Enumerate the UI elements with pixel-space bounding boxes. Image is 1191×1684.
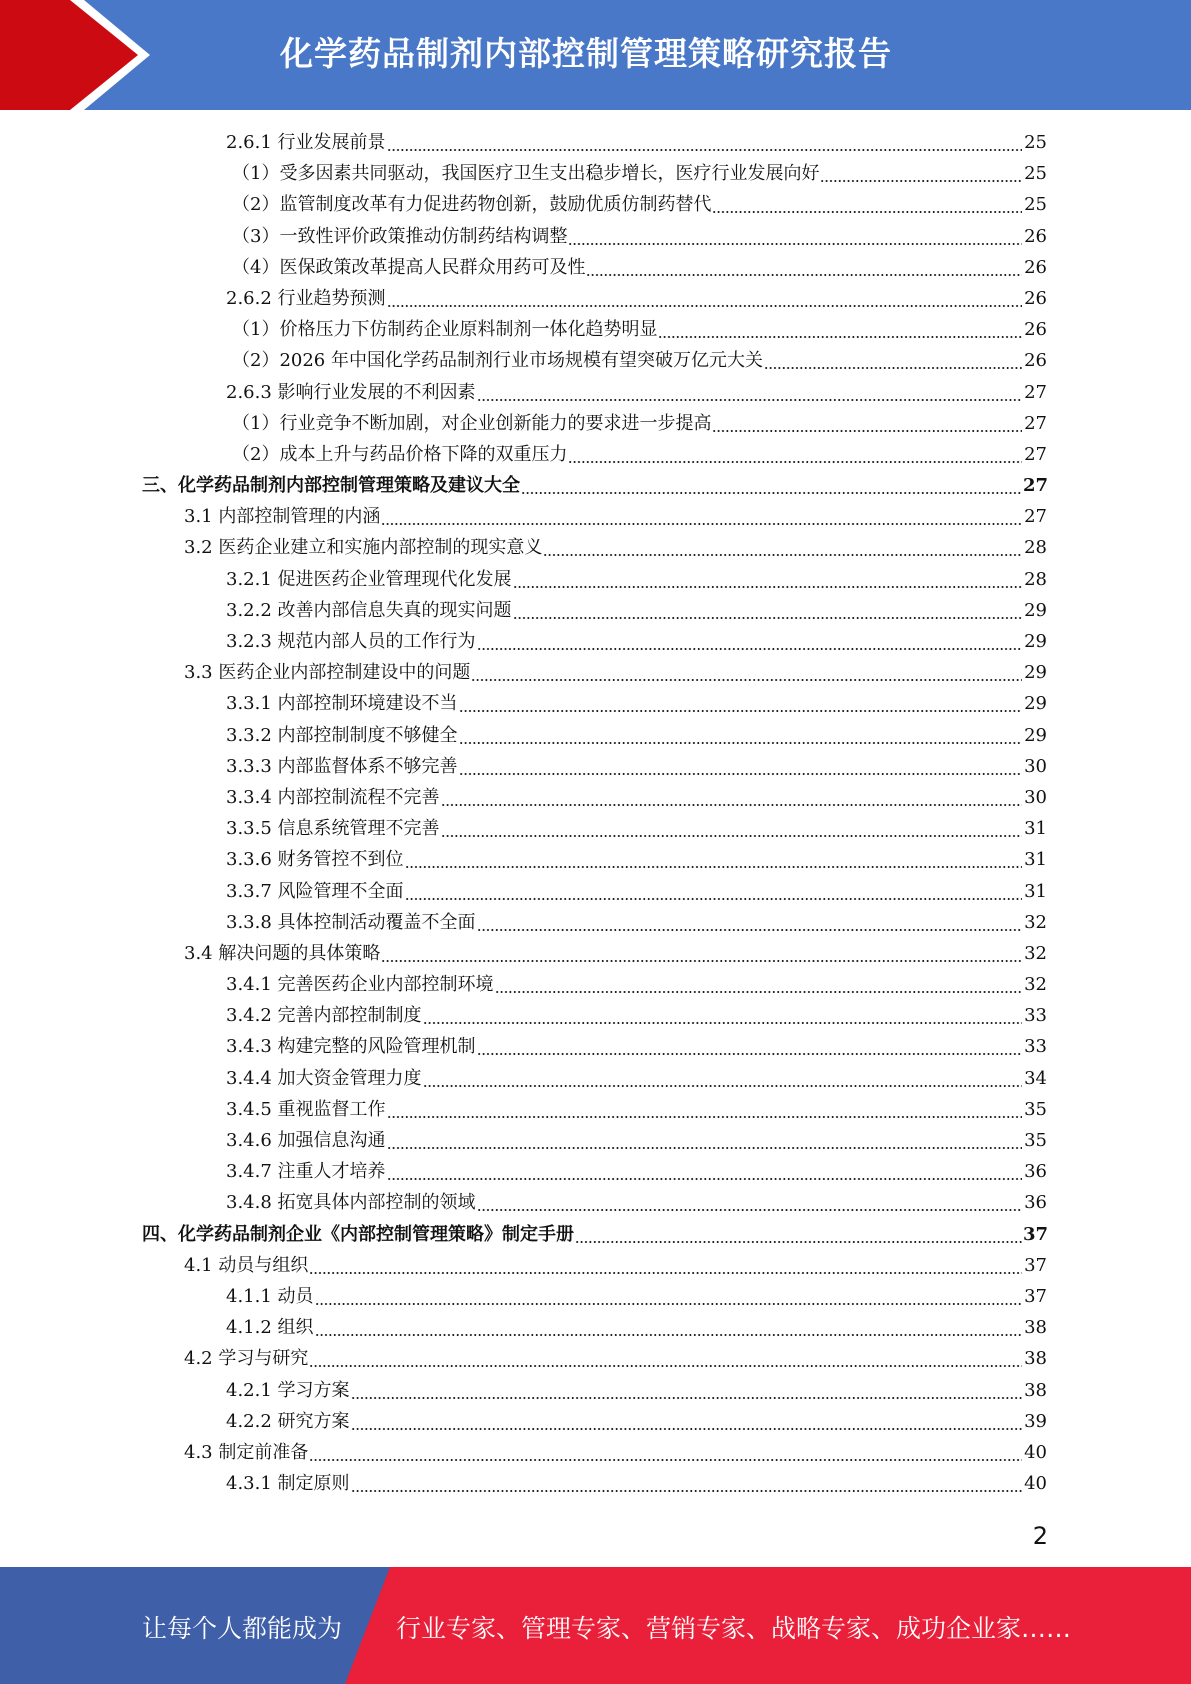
toc-entry-title: 3.4.5 重视监督工作 [226, 1098, 386, 1120]
toc-entry-page: 32 [1024, 911, 1047, 933]
dot-leader [477, 1031, 1022, 1062]
dot-leader [405, 844, 1022, 875]
toc-entry-page: 38 [1024, 1348, 1047, 1370]
toc-entry[interactable] [0, 532, 1191, 563]
dot-leader [477, 1187, 1022, 1218]
toc-entry[interactable] [0, 501, 1191, 532]
toc-entry-page: 28 [1024, 537, 1047, 559]
toc-entry-page: 29 [1024, 662, 1047, 684]
toc-entry-page: 32 [1024, 942, 1047, 964]
toc-entry-title: 2.6.2 行业趋势预测 [226, 287, 386, 309]
toc-entry-title: 4.2.1 学习方案 [226, 1379, 350, 1401]
dot-leader [441, 813, 1022, 844]
toc-entry[interactable] [0, 626, 1191, 657]
toc-entry-page: 25 [1024, 163, 1047, 185]
toc-entry[interactable] [0, 377, 1191, 408]
toc-entry[interactable] [0, 408, 1191, 439]
toc-chapter-entry[interactable] [0, 1219, 1191, 1250]
dot-leader [712, 408, 1022, 439]
toc-entry-title: 3.4.7 注重人才培养 [226, 1161, 386, 1183]
toc-entry-page: 27 [1024, 506, 1047, 528]
toc-entry-page: 26 [1024, 256, 1047, 278]
dot-leader [315, 1312, 1022, 1343]
dot-leader [423, 1063, 1022, 1094]
dot-leader [658, 314, 1022, 345]
dot-leader [513, 595, 1022, 626]
toc-entry-page: 33 [1024, 1005, 1047, 1027]
dot-leader [575, 1219, 1022, 1250]
toc-entry-title: 四、化学药品制剂企业《内部控制管理策略》制定手册 [142, 1223, 574, 1245]
toc-entry-title: 3.4.1 完善医药企业内部控制环境 [226, 974, 494, 996]
dot-leader [712, 189, 1022, 220]
toc-entry-page: 31 [1024, 849, 1047, 871]
toc-entry-title: 4.2.2 研究方案 [226, 1410, 350, 1432]
table-of-contents [0, 127, 1191, 1499]
toc-entry-page: 31 [1024, 818, 1047, 840]
toc-entry-title: 3.4.4 加大资金管理力度 [226, 1067, 422, 1089]
page-number: 2 [1032, 1522, 1048, 1550]
toc-entry[interactable] [0, 1281, 1191, 1312]
dot-leader [477, 377, 1022, 408]
toc-entry[interactable] [0, 938, 1191, 969]
dot-leader [568, 221, 1022, 252]
toc-entry-page: 37 [1024, 1254, 1047, 1276]
toc-entry[interactable] [0, 1063, 1191, 1094]
toc-entry-title: 2.6.1 行业发展前景 [226, 132, 386, 153]
toc-entry-title: 3.3.3 内部监督体系不够完善 [226, 755, 458, 777]
toc-entry[interactable] [0, 439, 1191, 470]
toc-entry-title: 4.3.1 制定原则 [226, 1473, 350, 1495]
dot-leader [568, 439, 1022, 470]
toc-entry[interactable] [0, 283, 1191, 314]
toc-entry[interactable] [0, 127, 1191, 158]
toc-entry[interactable] [0, 1312, 1191, 1343]
toc-entry-title: 3.3.7 风险管理不全面 [226, 880, 404, 902]
toc-entry-title: 3.3.1 内部控制环境建设不当 [226, 693, 458, 715]
toc-entry[interactable] [0, 345, 1191, 376]
toc-entry[interactable] [0, 1094, 1191, 1125]
toc-chapter-entry[interactable] [0, 470, 1191, 501]
toc-entry-page: 27 [1024, 412, 1047, 434]
toc-entry-title: 3.2 医药企业建立和实施内部控制的现实意义 [184, 537, 543, 559]
dot-leader [387, 127, 1022, 158]
toc-entry-page: 33 [1024, 1036, 1047, 1058]
toc-entry-title: 3.4.2 完善内部控制制度 [226, 1005, 422, 1027]
toc-entry-page: 30 [1024, 786, 1047, 808]
dot-leader [513, 564, 1022, 595]
dot-leader [495, 969, 1022, 1000]
toc-entry-page: 34 [1024, 1067, 1047, 1089]
dot-leader [820, 158, 1022, 189]
toc-entry-title: （1）行业竞争不断加剧，对企业创新能力的要求进一步提高 [232, 412, 712, 434]
toc-entry-page: 26 [1024, 225, 1047, 247]
toc-entry-page: 32 [1024, 974, 1047, 996]
toc-entry-title: 3.3 医药企业内部控制建设中的问题 [184, 662, 471, 684]
toc-entry-title: 3.3.2 内部控制制度不够健全 [226, 724, 458, 746]
toc-entry-page: 29 [1024, 599, 1047, 621]
toc-entry-title: 3.4 解决问题的具体策略 [184, 942, 381, 964]
toc-entry-page: 40 [1024, 1441, 1047, 1463]
dot-leader [309, 1250, 1022, 1281]
dot-leader [387, 1094, 1022, 1125]
toc-entry-title: 4.1 动员与组织 [184, 1254, 309, 1276]
toc-entry-page: 37 [1023, 1223, 1049, 1245]
dot-leader [387, 1156, 1022, 1187]
toc-entry[interactable] [0, 1031, 1191, 1062]
dot-leader [459, 751, 1022, 782]
toc-entry[interactable] [0, 189, 1191, 220]
toc-entry[interactable] [0, 844, 1191, 875]
dot-leader [521, 470, 1022, 501]
toc-entry-title: （2）2026 年中国化学药品制剂行业市场规模有望突破万亿元大关 [232, 350, 763, 372]
toc-entry-title: 4.1.2 组织 [226, 1317, 314, 1339]
dot-leader [477, 907, 1022, 938]
toc-entry-page: 27 [1024, 443, 1047, 465]
toc-entry-page: 29 [1024, 631, 1047, 652]
toc-entry[interactable] [0, 158, 1191, 189]
toc-entry-title: 3.2.1 促进医药企业管理现代化发展 [226, 568, 512, 590]
toc-entry-page: 36 [1024, 1161, 1047, 1183]
toc-entry[interactable] [0, 595, 1191, 626]
header-banner [0, 0, 1191, 110]
toc-entry[interactable] [0, 1343, 1191, 1374]
toc-entry-page: 40 [1024, 1473, 1047, 1495]
toc-entry[interactable] [0, 1250, 1191, 1281]
dot-leader [387, 283, 1022, 314]
toc-entry-page: 39 [1024, 1410, 1047, 1432]
toc-entry[interactable] [0, 1468, 1191, 1499]
toc-entry-page: 26 [1024, 350, 1047, 372]
dot-leader [423, 1000, 1022, 1031]
toc-entry[interactable] [0, 1406, 1191, 1437]
toc-entry[interactable] [0, 751, 1191, 782]
toc-entry-page: 26 [1024, 287, 1047, 309]
toc-entry[interactable] [0, 720, 1191, 751]
toc-entry-page: 35 [1024, 1130, 1047, 1151]
toc-entry-title: （1）价格压力下仿制药企业原料制剂一体化趋势明显 [232, 319, 658, 341]
dot-leader [543, 532, 1022, 563]
dot-leader [309, 1343, 1022, 1374]
dot-leader [309, 1437, 1022, 1468]
toc-entry[interactable] [0, 688, 1191, 719]
toc-entry-title: 3.4.6 加强信息沟通 [226, 1130, 386, 1151]
dot-leader [586, 252, 1022, 283]
toc-entry-page: 38 [1024, 1317, 1047, 1339]
dot-leader [381, 938, 1022, 969]
toc-entry-title: 2.6.3 影响行业发展的不利因素 [226, 381, 476, 403]
toc-entry[interactable] [0, 782, 1191, 813]
dot-leader [459, 688, 1022, 719]
toc-entry[interactable] [0, 907, 1191, 938]
dot-leader [459, 720, 1022, 751]
toc-entry-page: 37 [1024, 1285, 1047, 1307]
dot-leader [477, 626, 1022, 657]
toc-entry-title: 3.3.5 信息系统管理不完善 [226, 818, 440, 840]
document-title: 化学药品制剂内部控制管理策略研究报告 [280, 34, 892, 73]
toc-entry-title: 3.3.8 具体控制活动覆盖不全面 [226, 911, 476, 933]
toc-entry-title: 3.2.3 规范内部人员的工作行为 [226, 631, 476, 652]
toc-entry[interactable] [0, 1125, 1191, 1156]
toc-entry-page: 31 [1024, 880, 1047, 902]
dot-leader [315, 1281, 1022, 1312]
footer-roles: 行业专家、管理专家、营销专家、战略专家、成功企业家…… [396, 1614, 1072, 1643]
toc-entry[interactable] [0, 813, 1191, 844]
toc-entry[interactable] [0, 314, 1191, 345]
toc-entry-title: 三、化学药品制剂内部控制管理策略及建议大全 [142, 475, 520, 497]
toc-entry-page: 25 [1024, 194, 1047, 216]
toc-entry-title: 3.3.4 内部控制流程不完善 [226, 786, 440, 808]
toc-entry[interactable] [0, 252, 1191, 283]
footer-banner [0, 1567, 1191, 1684]
toc-entry-title: （2）监管制度改革有力促进药物创新，鼓励优质仿制药替代 [232, 194, 712, 216]
toc-entry-page: 35 [1024, 1098, 1047, 1120]
dot-leader [405, 876, 1022, 907]
toc-entry-page: 29 [1024, 724, 1047, 746]
toc-entry-title: 4.3 制定前准备 [184, 1441, 309, 1463]
dot-leader [351, 1406, 1022, 1437]
toc-entry-title: （4）医保政策改革提高人民群众用药可及性 [232, 256, 586, 278]
toc-entry[interactable] [0, 657, 1191, 688]
toc-entry-title: 3.4.3 构建完整的风险管理机制 [226, 1036, 476, 1058]
toc-entry-page: 25 [1024, 132, 1047, 153]
toc-entry[interactable] [0, 969, 1191, 1000]
toc-entry[interactable] [0, 1375, 1191, 1406]
toc-entry-page: 27 [1023, 475, 1049, 497]
toc-entry[interactable] [0, 1156, 1191, 1187]
dot-leader [351, 1468, 1022, 1499]
dot-leader [351, 1375, 1022, 1406]
toc-entry-title: 3.1 内部控制管理的内涵 [184, 506, 381, 528]
toc-entry[interactable] [0, 1000, 1191, 1031]
toc-entry-page: 27 [1024, 381, 1047, 403]
toc-entry-page: 36 [1024, 1192, 1047, 1214]
toc-entry-title: 3.2.2 改善内部信息失真的现实问题 [226, 599, 512, 621]
toc-entry-title: （3）一致性评价政策推动仿制药结构调整 [232, 225, 568, 247]
dot-leader [764, 345, 1022, 376]
footer-slogan: 让每个人都能成为 [142, 1614, 343, 1643]
toc-entry-page: 30 [1024, 755, 1047, 777]
toc-entry-page: 29 [1024, 693, 1047, 715]
toc-entry-page: 26 [1024, 319, 1047, 341]
chevron-decoration [0, 0, 138, 110]
toc-entry-title: （2）成本上升与药品价格下降的双重压力 [232, 443, 568, 465]
toc-entry-page: 28 [1024, 568, 1047, 590]
toc-entry-title: 3.3.6 财务管控不到位 [226, 849, 404, 871]
dot-leader [381, 501, 1022, 532]
toc-entry[interactable] [0, 1437, 1191, 1468]
dot-leader [471, 657, 1022, 688]
dot-leader [387, 1125, 1022, 1156]
toc-entry[interactable] [0, 564, 1191, 595]
toc-entry-title: 4.1.1 动员 [226, 1285, 314, 1307]
toc-entry-page: 38 [1024, 1379, 1047, 1401]
dot-leader [441, 782, 1022, 813]
toc-entry-title: 3.4.8 拓宽具体内部控制的领域 [226, 1192, 476, 1214]
toc-entry[interactable] [0, 876, 1191, 907]
toc-entry-title: （1）受多因素共同驱动，我国医疗卫生支出稳步增长，医疗行业发展向好 [232, 163, 820, 185]
toc-entry[interactable] [0, 1187, 1191, 1218]
toc-entry-title: 4.2 学习与研究 [184, 1348, 309, 1370]
toc-entry[interactable] [0, 221, 1191, 252]
